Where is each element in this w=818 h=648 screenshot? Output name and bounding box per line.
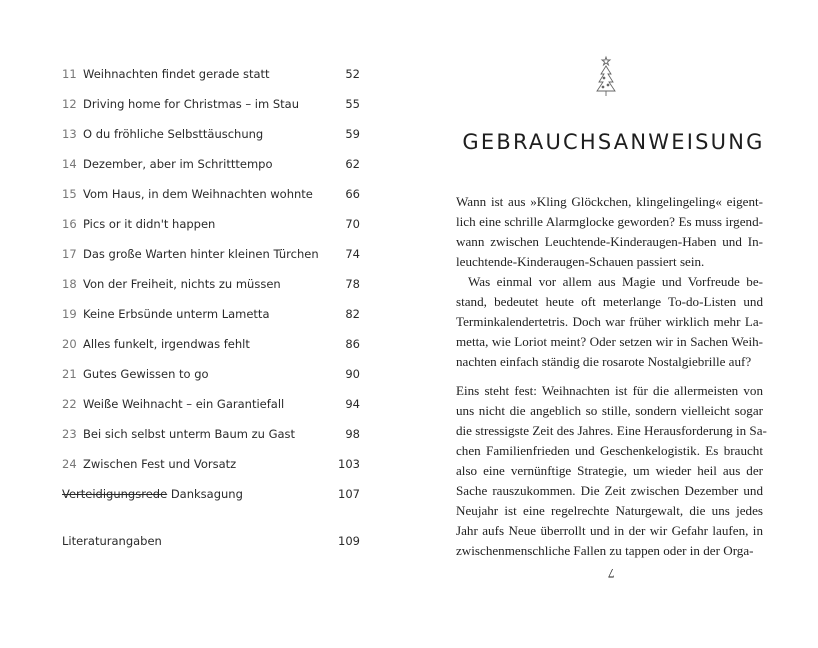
toc-entry-title: Weihnachten findet gerade statt bbox=[83, 67, 270, 81]
toc-entry-number: 18 bbox=[62, 277, 77, 291]
text-line: wann zwischen Leuchtende-Kinderaugen-Haben und In- bbox=[456, 234, 763, 249]
text-line: Was einmal vor allem aus Magie und Vorfreude be- bbox=[468, 274, 763, 289]
paragraph-2 bbox=[456, 272, 763, 372]
toc-entry-title: Keine Erbsünde unterm Lametta bbox=[83, 307, 270, 321]
toc-entry bbox=[62, 155, 360, 173]
toc-entry-number: 11 bbox=[62, 67, 77, 81]
text-line: leuchtende-Kinderaugen-Schauen passiert sein. bbox=[456, 254, 705, 269]
toc-entry-number: 21 bbox=[62, 367, 77, 381]
toc-entry-number: 16 bbox=[62, 217, 77, 231]
toc-entry bbox=[62, 245, 360, 263]
paragraph-3 bbox=[456, 381, 767, 561]
toc-entry-references bbox=[62, 532, 360, 550]
toc-entry-page: 55 bbox=[345, 97, 360, 111]
toc-entry bbox=[62, 365, 360, 383]
toc-entry-title: Dezember, aber im Schritttempo bbox=[83, 157, 273, 171]
text-line: Wann ist aus »Kling Glöckchen, klingelingeling« eigent- bbox=[456, 194, 763, 209]
toc-entry-page: 94 bbox=[345, 397, 360, 411]
text-line: Sache rauszukommen. Die Zeit zwischen Dezember und bbox=[456, 483, 763, 498]
toc-entry-number: 20 bbox=[62, 337, 77, 351]
toc-entry-number: 15 bbox=[62, 187, 77, 201]
toc-entry-title: Von der Freiheit, nichts zu müssen bbox=[83, 277, 281, 291]
christmas-tree-icon bbox=[594, 55, 618, 99]
toc-entry-number: 12 bbox=[62, 97, 77, 111]
text-line: Jahr aufs Neue überrollt und in der wir Gefahr laufen, in bbox=[456, 523, 763, 538]
toc-entry-title: Das große Warten hinter kleinen Türchen bbox=[83, 247, 319, 261]
toc-entry-number: 24 bbox=[62, 457, 77, 471]
toc-entry-page: 107 bbox=[338, 487, 360, 501]
toc-entry-number: 22 bbox=[62, 397, 77, 411]
toc-entry bbox=[62, 395, 360, 413]
toc-entry-page: 59 bbox=[345, 127, 360, 141]
toc-entry-title: Danksagung bbox=[170, 487, 243, 501]
toc-entry-number: 19 bbox=[62, 307, 77, 321]
toc-entry-title: Alles funkelt, irgendwas fehlt bbox=[83, 337, 250, 351]
toc-entry-title: Driving home for Christmas – im Stau bbox=[83, 97, 299, 111]
toc-entry bbox=[62, 95, 360, 113]
toc-entry bbox=[62, 215, 360, 233]
chapter-heading: GEBRAUCHSANWEISUNG bbox=[462, 130, 765, 154]
toc-entry-title: O du fröhliche Selbsttäuschung bbox=[83, 127, 264, 141]
text-line: Eins steht fest: Weihnachten ist für die allermeisten von bbox=[456, 383, 763, 398]
toc-entry-page: 98 bbox=[345, 427, 360, 441]
toc-entry-page: 52 bbox=[345, 67, 360, 81]
text-line: Neujahr ist eine regelrechte Naturgewalt, die uns jedes bbox=[456, 503, 763, 518]
toc-entry-page: 62 bbox=[345, 157, 360, 171]
text-line: metta, wie Loriot meint? Oder setzen wir in Sachen Weih- bbox=[456, 334, 763, 349]
text-line: lich eine schrille Alarmglocke geworden? Es muss irgend- bbox=[456, 214, 763, 229]
toc-entry-page: 103 bbox=[338, 457, 360, 471]
text-line: chen Familienfrieden und Geschenkelogistik. Es braucht bbox=[456, 443, 763, 458]
toc-entry bbox=[62, 455, 360, 473]
text-line: also eine vernünftige Strategie, um wieder heil aus der bbox=[456, 463, 763, 478]
text-line: nachten einfach ständig die rosarote Nostalgiebrille auf? bbox=[456, 354, 752, 369]
toc-entry-number: 23 bbox=[62, 427, 77, 441]
text-line: stand, bedeutet heute oft meterlange To-do-Listen und bbox=[456, 294, 763, 309]
toc-entry bbox=[62, 275, 360, 293]
toc-entry bbox=[62, 185, 360, 203]
toc-entry-title: Gutes Gewissen to go bbox=[83, 367, 209, 381]
toc-entry-page: 78 bbox=[345, 277, 360, 291]
toc-entry-number: 13 bbox=[62, 127, 77, 141]
paragraph-1 bbox=[456, 192, 763, 272]
toc-entry-page: 82 bbox=[345, 307, 360, 321]
toc-entry bbox=[62, 335, 360, 353]
text-line: uns nicht die angeblich so stille, sondern vielleicht sogar bbox=[456, 403, 763, 418]
toc-entry-title: Weiße Weihnacht – ein Garantiefall bbox=[83, 397, 285, 411]
text-line: die stressigste Zeit des Jahres. Eine Herausforderung in Sa- bbox=[456, 423, 767, 438]
toc-entry-title: Zwischen Fest und Vorsatz bbox=[83, 457, 237, 471]
toc-entry-title: Pics or it didn't happen bbox=[83, 217, 216, 231]
toc-entry-page: 86 bbox=[345, 337, 360, 351]
text-line: zwischenmenschliche Fallen zu tappen oder in der Orga- bbox=[456, 543, 754, 558]
text-line: Terminkalendertetris. Doch war früher wirklich mehr La- bbox=[456, 314, 763, 329]
toc-entry-number: 17 bbox=[62, 247, 77, 261]
toc-entry-acknowledgements bbox=[62, 485, 360, 503]
toc-entry bbox=[62, 305, 360, 323]
toc-entry-title: Vom Haus, in dem Weihnachten wohnte bbox=[83, 187, 313, 201]
toc-entry-page: 70 bbox=[345, 217, 360, 231]
right-page bbox=[409, 0, 818, 648]
toc-entry-page: 109 bbox=[338, 534, 360, 548]
toc-entry-page: 90 bbox=[345, 367, 360, 381]
struck-title: Verteidigungsrede bbox=[62, 487, 168, 501]
toc-entry bbox=[62, 65, 360, 83]
toc-entry-page: 74 bbox=[345, 247, 360, 261]
page-number: 7 bbox=[608, 566, 615, 581]
toc-entry-number: 14 bbox=[62, 157, 77, 171]
toc-entry bbox=[62, 425, 360, 443]
toc-entry-page: 66 bbox=[345, 187, 360, 201]
toc-entry-title: Literaturangaben bbox=[62, 534, 162, 548]
toc-entry bbox=[62, 125, 360, 143]
toc-entry-title: Bei sich selbst unterm Baum zu Gast bbox=[83, 427, 296, 441]
